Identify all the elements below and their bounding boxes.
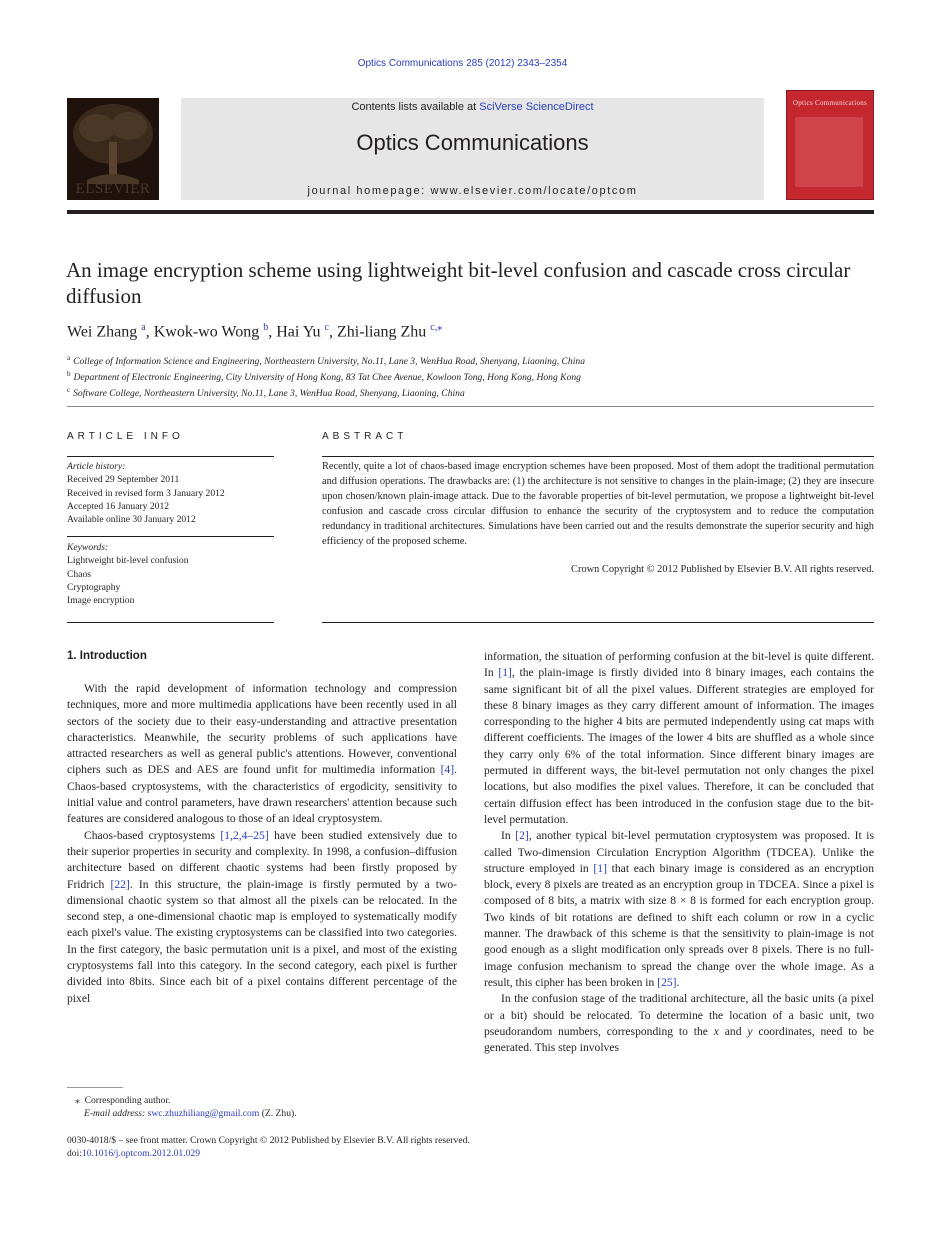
math-variable: y (747, 1024, 753, 1038)
logo-wordmark: ELSEVIER (75, 181, 151, 197)
citation-link[interactable]: [1,2,4–25] (220, 828, 269, 842)
author-name: Zhi-liang Zhu (336, 323, 431, 341)
journal-homepage[interactable]: journal homepage: www.elsevier.com/locate/optcom (307, 185, 638, 197)
contents-line (181, 101, 764, 113)
affiliation (67, 384, 874, 400)
article-info-rule (67, 456, 274, 457)
corresponding-label: Corresponding author. (84, 1095, 171, 1106)
journal-banner (181, 98, 764, 200)
email-suffix: (Z. Zhu). (261, 1108, 297, 1120)
affiliation-list (67, 352, 874, 401)
body-text: have been studied extensively due to their superior properties in security and complexity. In 1998, a confusion–diffusion architecture based on different chaotic systems had been firstly proposed by Fridrich (67, 828, 457, 891)
info-bottom-rule (67, 622, 274, 623)
body-text: In the confusion stage of the traditional architecture, all the basic units (a pixel or a bit) should be relocated. To determine the location of a basic unit, two pseudorandom numbers, corresponding to the (484, 992, 874, 1038)
citation-link[interactable]: [1] (498, 666, 512, 680)
history-label: Article history: (67, 461, 126, 472)
affiliation-mark: a (67, 354, 71, 362)
body-text: , the plain-image is firstly divided into 8 binary images, each contains the same significant bit of all the pixel values. Different strategies are employed for these 8 binary images as they carry different amount of information. The images corresponding to the higher 4 bits are permuted independently using cat maps with different coefficients. The images of the lower 4 bits are shuffled as a whole since they carry only 6% of the total information. Since different binary images are permuted in different ways, the bit-level permutation not only changes the pixel locations, but also modifies the pixel values. Therefore, it can be concluded that certain diffusion effect has been introduced in the confusion stage due to the bit-level permutation. (484, 666, 875, 826)
keyword-item: Lightweight bit-level confusion (67, 555, 189, 567)
body-text: . Chaos-based cryptosystems, with the characteristics of ergodicity, sensitivity to initial value and control parameters, have drawn researchers' attention because such features are considered analogous to those of an ideal cryptosystem. (67, 763, 457, 826)
right-column (484, 649, 874, 1056)
doi-link[interactable]: 10.1016/j.optcom.2012.01.029 (81, 1148, 200, 1160)
body-text: , another typical bit-level permutation cryptosystem was proposed. It is called Two-dimension Circulation Encryption Algorithm (TDCEA). Unlike the structure employed in (484, 829, 874, 875)
body-text: that each binary image is considered as an encryption block, every 8 pixels are treated as an encryption group in TDCEA. Since a pixel is composed of 8 bits, a matrix with size 8 × 8 is formed for each encryption group. Two kinds of bit rotations are defined to shift each column or row in a cyclic manner. The drawback of this scheme is that the sensitivity to plain-image is not good enough as a slight modification only spreads over 8 pixels. There is no full-image confusion mechanism to spread the change over the whole image. As a result, this cipher has been broken in (484, 861, 874, 989)
keywords-list (67, 554, 189, 607)
keyword-item: Image encryption (67, 595, 135, 607)
journal-title: Optics Communications (356, 130, 589, 155)
section-divider (67, 406, 874, 407)
corresponding-author-note (67, 1094, 297, 1107)
body-paragraph (484, 828, 874, 991)
email-link[interactable]: swc.zhuzhiliang@gmail.com (147, 1108, 260, 1120)
footnote-rule (67, 1087, 123, 1088)
article-info-heading: ARTICLE INFO (67, 431, 184, 442)
body-text: In (501, 829, 516, 843)
keywords-block (67, 541, 189, 607)
author-name: Wei Zhang (67, 323, 142, 341)
elsevier-logo (67, 98, 159, 200)
abstract-heading: ABSTRACT (322, 431, 408, 442)
contents-prefix: Contents lists available at (351, 101, 480, 113)
footnote-mark: ⁎ (75, 1095, 80, 1106)
copyright-line: Crown Copyright © 2012 Published by Elsevier B.V. All rights reserved. (571, 564, 874, 575)
author-separator: , (268, 323, 277, 341)
affiliation (67, 352, 874, 368)
cover-title: Optics Communications (792, 99, 868, 107)
keyword-item: Cryptography (67, 581, 121, 593)
article-title: An image encryption scheme using lightweight bit-level confusion and cascade cross circular diffusion (66, 258, 851, 308)
abstract-rule (322, 456, 874, 457)
citation-link[interactable]: [1] (593, 861, 607, 875)
journal-reference[interactable]: Optics Communications 285 (2012) 2343–2354 (357, 58, 568, 69)
keyword-item: Chaos (67, 568, 91, 580)
email-line (67, 1107, 297, 1120)
affiliation-mark: c (67, 386, 71, 395)
left-column (67, 681, 457, 1007)
affiliation-text: College of Information Science and Engineering, Northeastern University, No.11, Lane 3, WenHua Road, Shenyang, Liaoning, China (73, 356, 585, 368)
author-separator: , (328, 323, 337, 341)
email-label: E-mail address: (84, 1108, 146, 1120)
citation-link[interactable]: [25] (657, 975, 677, 989)
affiliation-mark: b (67, 370, 71, 379)
history-item: Received 29 September 2011 (67, 474, 180, 486)
doi-label: doi: (67, 1148, 82, 1160)
author-affiliation-mark[interactable]: c,⁎ (430, 322, 443, 333)
author-affiliation-mark[interactable]: a (141, 322, 146, 333)
body-paragraph (484, 991, 874, 1056)
body-paragraph (67, 681, 457, 828)
section-heading-introduction: 1. Introduction (67, 650, 147, 662)
author-affiliation-mark[interactable]: b (263, 322, 269, 333)
author-list (67, 322, 442, 341)
keywords-label: Keywords: (67, 542, 109, 553)
body-text: information, the situation of performing confusion at the bit-level is quite different. In (484, 650, 874, 680)
issn-line: 0030-4018/$ – see front matter. Crown Copyright © 2012 Published by Elsevier B.V. All rights reserved. (67, 1135, 470, 1146)
citation-link[interactable]: [22] (110, 877, 130, 891)
history-list (67, 473, 225, 526)
citation-link[interactable]: [4] (440, 763, 455, 777)
journal-cover (786, 90, 874, 200)
footnote (67, 1094, 297, 1121)
header-rule (67, 210, 874, 214)
article-history (67, 460, 225, 526)
abstract-text: Recently, quite a lot of chaos-based image encryption schemes have been proposed. Most of them adopt the traditional permutation and diffusion operations. The drawbacks are: (1) the architecture is not sensitive to changes in the plain-image; (2) they are insecure upon chosen/known plain-image attack. Due to the favorable properties of bit-level permutation, we propose a lightweight bit-level confusion and cascade cross circular diffusion to enhance the security of the cryptosystem and to reduce the computation redundancy in traditional architectures. Simulations have been carried out and the results demonstrate the superior security and high efficiency of the proposed scheme. (322, 461, 874, 547)
author-separator: , (145, 323, 154, 341)
body-text: . In this structure, the plain-image is firstly permuted by a two-dimensional chaotic system so that almost all the pixels can be relocated. In the second step, a one-dimensional chaotic map is employed to systematically modify each pixel's value. The existing cryptosystems can be classified into two categories. In the first category, the basic permutation unit is a pixel, and most of the existing cryptosystems fall into this category. In the second category, each pixel is further divided into 8bits. Since each bit of a pixel contains different percentage of the pixel (67, 877, 458, 1005)
keywords-rule (67, 536, 274, 537)
affiliation-text: Department of Electronic Engineering, City University of Hong Kong, 83 Tat Chee Avenue, Kowloon Tong, Hong Kong, Hong Kong (73, 372, 581, 384)
author-affiliation-mark[interactable]: c (324, 322, 329, 333)
body-text: and (718, 1024, 748, 1038)
author-name: Hai Yu (276, 323, 325, 341)
body-paragraph (484, 649, 874, 828)
body-paragraph (67, 828, 457, 1007)
doi-line (67, 1147, 470, 1160)
citation-link[interactable]: [2] (515, 829, 529, 843)
sciencedirect-link[interactable]: SciVerse ScienceDirect (479, 101, 594, 113)
affiliation (67, 368, 874, 384)
author-name: Kwok-wo Wong (153, 323, 264, 341)
body-text: coordinates, need to be generated. This step involves (484, 1024, 874, 1055)
abstract-bottom-rule (322, 622, 874, 623)
cover-artwork (795, 117, 863, 187)
body-text: Chaos-based cryptosystems (84, 828, 221, 842)
math-variable: x (713, 1024, 719, 1038)
body-text: With the rapid development of information technology and compression techniques, more and more multimedia applications have been recently used in all sectors of the society due to their easy-understanding and attractive presentation characteristics. Meanwhile, the security problems of such applications have attracted researchers as well as general public's attentions. However, conventional ciphers such as DES and AES are found unfit for multimedia information (67, 682, 457, 777)
body-text: . (676, 975, 680, 989)
front-matter-info (67, 1134, 470, 1161)
history-item: Available online 30 January 2012 (67, 514, 196, 526)
affiliation-text: Software College, Northeastern University, No.11, Lane 3, WenHua Road, Shenyang, Liaoning, China (73, 388, 465, 400)
history-item: Received in revised form 3 January 2012 (67, 487, 225, 499)
history-item: Accepted 16 January 2012 (67, 500, 170, 512)
